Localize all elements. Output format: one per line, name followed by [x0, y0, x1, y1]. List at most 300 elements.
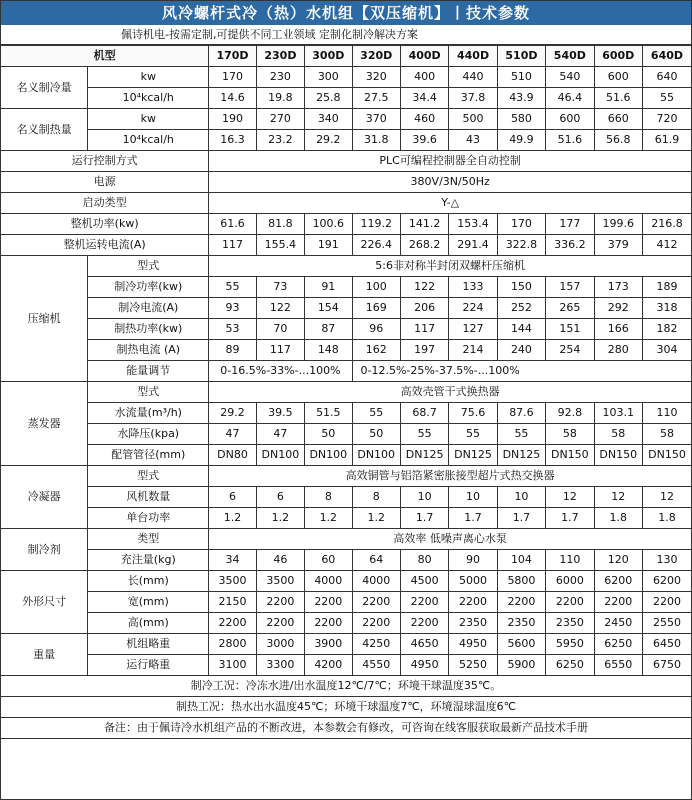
- evaporator-cell: 58: [546, 424, 594, 445]
- weight-cell: 6250: [594, 634, 642, 655]
- general-label: 运行控制方式: [1, 151, 209, 172]
- model-header: 540D: [546, 46, 594, 67]
- refrigerant-cell: 80: [400, 550, 448, 571]
- heating-cell: 16.3: [209, 130, 256, 151]
- dimensions-row: [1, 571, 691, 592]
- general-cell: 379: [594, 235, 642, 256]
- evaporator-cell: DN150: [546, 445, 594, 466]
- footnote: 制冷工况：冷冻水进/出水温度12℃/7℃；环境干球温度35℃。: [1, 676, 691, 697]
- dimensions-cell: 2200: [449, 592, 497, 613]
- note-row: [1, 676, 691, 697]
- refrigerant-cell: 46: [256, 550, 304, 571]
- cooling-cell: 440: [449, 67, 497, 88]
- cooling-row: [1, 67, 691, 88]
- heating-row: [1, 109, 691, 130]
- dimensions-cell: 2450: [594, 613, 642, 634]
- dimensions-cell: 2200: [256, 592, 304, 613]
- general-cell: 119.2: [352, 214, 400, 235]
- evaporator-cell: DN150: [642, 445, 691, 466]
- general-cell: 199.6: [594, 214, 642, 235]
- cooling-unit: 10⁴kcal/h: [88, 88, 209, 109]
- compressor-cell: 252: [497, 298, 545, 319]
- weight-cell: 3900: [305, 634, 352, 655]
- dimensions-label: 外形尺寸: [1, 571, 88, 634]
- heating-cell: 23.2: [256, 130, 304, 151]
- heating-cell: 61.9: [642, 130, 691, 151]
- refrigerant-cell: 120: [594, 550, 642, 571]
- evaporator-cell: 55: [400, 424, 448, 445]
- general-cell: 336.2: [546, 235, 594, 256]
- general-cell: 216.8: [642, 214, 691, 235]
- condenser-cell: 1.8: [642, 508, 691, 529]
- heating-cell: 43: [449, 130, 497, 151]
- evaporator-cell: DN100: [305, 445, 352, 466]
- general-row: [1, 235, 691, 256]
- compressor-cell: 148: [305, 340, 352, 361]
- general-cell: 117: [209, 235, 256, 256]
- compressor-row: [1, 277, 691, 298]
- compressor-cell: 150: [497, 277, 545, 298]
- dimensions-row: [1, 592, 691, 613]
- note-row: [1, 718, 691, 739]
- dimensions-cell: 4000: [352, 571, 400, 592]
- condenser-cell: 12: [594, 487, 642, 508]
- evaporator-cell: 39.5: [256, 403, 304, 424]
- weight-cell: 5600: [497, 634, 545, 655]
- dimensions-cell: 2350: [449, 613, 497, 634]
- evaporator-cell: DN150: [594, 445, 642, 466]
- general-span-value: 380V/3N/50Hz: [209, 172, 691, 193]
- evaporator-cell: 58: [594, 424, 642, 445]
- evaporator-cell: DN100: [256, 445, 304, 466]
- compressor-param-label: 制热电流 (A): [88, 340, 209, 361]
- heating-label: 名义制热量: [1, 109, 88, 151]
- general-row: [1, 172, 691, 193]
- dimensions-cell: 2200: [400, 613, 448, 634]
- evaporator-label: 蒸发器: [1, 382, 88, 466]
- refrigerant-label: 制冷剂: [1, 529, 88, 571]
- general-label: 电源: [1, 172, 209, 193]
- condenser-cell: 1.7: [546, 508, 594, 529]
- condenser-cell: 1.2: [209, 508, 256, 529]
- cooling-cell: 25.8: [305, 88, 352, 109]
- heating-cell: 270: [256, 109, 304, 130]
- weight-cell: 4550: [352, 655, 400, 676]
- compressor-cell: 144: [497, 319, 545, 340]
- evaporator-cell: 92.8: [546, 403, 594, 424]
- cooling-cell: 510: [497, 67, 545, 88]
- cooling-label: 名义制冷量: [1, 67, 88, 109]
- heating-cell: 500: [449, 109, 497, 130]
- condenser-row: [1, 487, 691, 508]
- footnote: 备注：由于佩诗冷水机组产品的不断改进，本参数会有修改，可咨询在线客服获取最新产品技术手册: [1, 718, 691, 739]
- dimensions-cell: 2150: [209, 592, 256, 613]
- dimensions-cell: 2200: [594, 592, 642, 613]
- evaporator-cell: 87.6: [497, 403, 545, 424]
- compressor-cell: 304: [642, 340, 691, 361]
- condenser-cell: 1.2: [352, 508, 400, 529]
- model-header: 300D: [305, 46, 352, 67]
- spec-table: [1, 45, 691, 739]
- evaporator-cell: 110: [642, 403, 691, 424]
- evaporator-cell: 50: [352, 424, 400, 445]
- evaporator-row: [1, 403, 691, 424]
- dimensions-cell: 2200: [497, 592, 545, 613]
- condenser-cell: 8: [352, 487, 400, 508]
- general-cell: 412: [642, 235, 691, 256]
- condenser-cell: 8: [305, 487, 352, 508]
- dimensions-cell: 2200: [209, 613, 256, 634]
- dimensions-cell: 2350: [546, 613, 594, 634]
- condenser-param-label: 单台功率: [88, 508, 209, 529]
- general-cell: 226.4: [352, 235, 400, 256]
- compressor-cell: 133: [449, 277, 497, 298]
- general-cell: 268.2: [400, 235, 448, 256]
- weight-cell: 6450: [642, 634, 691, 655]
- condenser-cell: 12: [546, 487, 594, 508]
- weight-cell: 6750: [642, 655, 691, 676]
- dimensions-cell: 5000: [449, 571, 497, 592]
- condenser-cell: 10: [449, 487, 497, 508]
- evaporator-cell: 55: [449, 424, 497, 445]
- page-title: 风冷螺杆式冷（热）水机组【双压缩机】丨技术参数: [1, 1, 691, 25]
- compressor-split-value: 0-12.5%-25%-37.5%-...100%: [352, 361, 691, 382]
- compressor-label: 压缩机: [1, 256, 88, 382]
- general-cell: 291.4: [449, 235, 497, 256]
- model-header: 510D: [497, 46, 545, 67]
- evaporator-param-label: 水降压(kpa): [88, 424, 209, 445]
- subtitle: 佩诗机电-按需定制,可提供不同工业领域 定制化制冷解决方案: [1, 25, 691, 45]
- condenser-cell: 6: [256, 487, 304, 508]
- compressor-cell: 265: [546, 298, 594, 319]
- general-row: [1, 214, 691, 235]
- compressor-cell: 87: [305, 319, 352, 340]
- evaporator-cell: 68.7: [400, 403, 448, 424]
- dimensions-cell: 2200: [546, 592, 594, 613]
- condenser-cell: 6: [209, 487, 256, 508]
- heating-cell: 580: [497, 109, 545, 130]
- condenser-cell: 1.2: [305, 508, 352, 529]
- general-span-value: PLC可编程控制器全自动控制: [209, 151, 691, 172]
- weight-cell: 5250: [449, 655, 497, 676]
- compressor-cell: 182: [642, 319, 691, 340]
- footnote: 制热工况：热水出水温度45℃；环境干球温度7℃，环境湿球温度6℃: [1, 697, 691, 718]
- compressor-cell: 162: [352, 340, 400, 361]
- heating-cell: 340: [305, 109, 352, 130]
- dimensions-cell: 4500: [400, 571, 448, 592]
- compressor-cell: 100: [352, 277, 400, 298]
- evaporator-row: [1, 382, 691, 403]
- evaporator-cell: 103.1: [594, 403, 642, 424]
- compressor-cell: 154: [305, 298, 352, 319]
- evaporator-cell: DN125: [400, 445, 448, 466]
- compressor-cell: 254: [546, 340, 594, 361]
- dimensions-param-label: 长(mm): [88, 571, 209, 592]
- cooling-cell: 230: [256, 67, 304, 88]
- evaporator-cell: 47: [209, 424, 256, 445]
- compressor-split-value: 0-16.5%-33%-...100%: [209, 361, 352, 382]
- dimensions-cell: 6200: [594, 571, 642, 592]
- cooling-cell: 46.4: [546, 88, 594, 109]
- refrigerant-param-label: 类型: [88, 529, 209, 550]
- compressor-param-label: 能量调节: [88, 361, 209, 382]
- condenser-param-label: 风机数量: [88, 487, 209, 508]
- condenser-cell: 10: [400, 487, 448, 508]
- weight-param-label: 运行略重: [88, 655, 209, 676]
- general-row: [1, 151, 691, 172]
- evaporator-cell: DN80: [209, 445, 256, 466]
- weight-cell: 4200: [305, 655, 352, 676]
- compressor-cell: 169: [352, 298, 400, 319]
- dimensions-cell: 2200: [256, 613, 304, 634]
- weight-cell: 4950: [400, 655, 448, 676]
- general-row: [1, 193, 691, 214]
- heating-unit: 10⁴kcal/h: [88, 130, 209, 151]
- cooling-unit: kw: [88, 67, 209, 88]
- cooling-cell: 34.4: [400, 88, 448, 109]
- dimensions-cell: 6000: [546, 571, 594, 592]
- compressor-cell: 117: [256, 340, 304, 361]
- dimensions-cell: 2200: [352, 613, 400, 634]
- compressor-cell: 157: [546, 277, 594, 298]
- evaporator-param-label: 型式: [88, 382, 209, 403]
- compressor-cell: 117: [400, 319, 448, 340]
- weight-cell: 6250: [546, 655, 594, 676]
- refrigerant-cell: 34: [209, 550, 256, 571]
- heating-cell: 49.9: [497, 130, 545, 151]
- cooling-cell: 27.5: [352, 88, 400, 109]
- compressor-row: [1, 319, 691, 340]
- evaporator-row: [1, 445, 691, 466]
- condenser-cell: 10: [497, 487, 545, 508]
- general-cell: 191: [305, 235, 352, 256]
- weight-cell: 5950: [546, 634, 594, 655]
- general-cell: 141.2: [400, 214, 448, 235]
- weight-param-label: 机组略重: [88, 634, 209, 655]
- model-header: 440D: [449, 46, 497, 67]
- compressor-cell: 292: [594, 298, 642, 319]
- evaporator-cell: DN125: [497, 445, 545, 466]
- evaporator-row: [1, 424, 691, 445]
- evaporator-cell: 50: [305, 424, 352, 445]
- evaporator-cell: 51.5: [305, 403, 352, 424]
- general-cell: 170: [497, 214, 545, 235]
- heating-cell: 460: [400, 109, 448, 130]
- condenser-cell: 1.7: [497, 508, 545, 529]
- heating-cell: 39.6: [400, 130, 448, 151]
- weight-cell: 3000: [256, 634, 304, 655]
- refrigerant-span-value: 高效率 低噪声离心水泵: [209, 529, 691, 550]
- evaporator-cell: DN125: [449, 445, 497, 466]
- dimensions-row: [1, 613, 691, 634]
- compressor-row: [1, 361, 691, 382]
- weight-cell: 4950: [449, 634, 497, 655]
- heating-cell: 660: [594, 109, 642, 130]
- model-header: 230D: [256, 46, 304, 67]
- general-label: 整机运转电流(A): [1, 235, 209, 256]
- condenser-param-label: 型式: [88, 466, 209, 487]
- evaporator-param-label: 水流量(m³/h): [88, 403, 209, 424]
- dimensions-cell: 6200: [642, 571, 691, 592]
- dimensions-cell: 2200: [305, 592, 352, 613]
- compressor-cell: 93: [209, 298, 256, 319]
- evaporator-cell: 29.2: [209, 403, 256, 424]
- dimensions-cell: 2200: [400, 592, 448, 613]
- dimensions-cell: 3500: [256, 571, 304, 592]
- general-label: 整机功率(kw): [1, 214, 209, 235]
- compressor-span-value: 5:6非对称半封闭双螺杆压缩机: [209, 256, 691, 277]
- compressor-cell: 89: [209, 340, 256, 361]
- weight-row: [1, 634, 691, 655]
- compressor-cell: 127: [449, 319, 497, 340]
- cooling-row: [1, 88, 691, 109]
- compressor-cell: 96: [352, 319, 400, 340]
- heating-cell: 190: [209, 109, 256, 130]
- heating-cell: 56.8: [594, 130, 642, 151]
- general-cell: 177: [546, 214, 594, 235]
- weight-cell: 5900: [497, 655, 545, 676]
- compressor-cell: 91: [305, 277, 352, 298]
- condenser-span-value: 高效铜管与铝箔紧密胀接型超片式热交换器: [209, 466, 691, 487]
- cooling-cell: 320: [352, 67, 400, 88]
- condenser-label: 冷凝器: [1, 466, 88, 529]
- condenser-cell: 12: [642, 487, 691, 508]
- header-label: 机型: [1, 46, 209, 67]
- refrigerant-cell: 110: [546, 550, 594, 571]
- evaporator-span-value: 高效壳管干式换热器: [209, 382, 691, 403]
- heating-cell: 29.2: [305, 130, 352, 151]
- compressor-cell: 166: [594, 319, 642, 340]
- dimensions-cell: 2200: [352, 592, 400, 613]
- weight-row: [1, 655, 691, 676]
- cooling-cell: 540: [546, 67, 594, 88]
- condenser-cell: 1.7: [449, 508, 497, 529]
- general-cell: 153.4: [449, 214, 497, 235]
- condenser-row: [1, 466, 691, 487]
- heating-cell: 370: [352, 109, 400, 130]
- cooling-cell: 14.6: [209, 88, 256, 109]
- dimensions-param-label: 高(mm): [88, 613, 209, 634]
- weight-cell: 3300: [256, 655, 304, 676]
- dimensions-cell: 2550: [642, 613, 691, 634]
- evaporator-cell: DN100: [352, 445, 400, 466]
- compressor-param-label: 制冷电流(A): [88, 298, 209, 319]
- cooling-cell: 19.8: [256, 88, 304, 109]
- compressor-cell: 197: [400, 340, 448, 361]
- compressor-row: [1, 256, 691, 277]
- model-header: 170D: [209, 46, 256, 67]
- cooling-cell: 43.9: [497, 88, 545, 109]
- dimensions-param-label: 宽(mm): [88, 592, 209, 613]
- compressor-param-label: 制冷功率(kw): [88, 277, 209, 298]
- refrigerant-cell: 90: [449, 550, 497, 571]
- weight-label: 重量: [1, 634, 88, 676]
- heating-unit: kw: [88, 109, 209, 130]
- dimensions-cell: 4000: [305, 571, 352, 592]
- evaporator-cell: 47: [256, 424, 304, 445]
- cooling-cell: 300: [305, 67, 352, 88]
- refrigerant-cell: 130: [642, 550, 691, 571]
- heating-cell: 51.6: [546, 130, 594, 151]
- model-header: 640D: [642, 46, 691, 67]
- model-header: 400D: [400, 46, 448, 67]
- evaporator-param-label: 配管管径(mm): [88, 445, 209, 466]
- evaporator-cell: 55: [352, 403, 400, 424]
- condenser-cell: 1.2: [256, 508, 304, 529]
- evaporator-cell: 75.6: [449, 403, 497, 424]
- refrigerant-param-label: 充注量(kg): [88, 550, 209, 571]
- condenser-cell: 1.7: [400, 508, 448, 529]
- spec-table-body: [1, 46, 691, 739]
- weight-cell: 6550: [594, 655, 642, 676]
- general-cell: 155.4: [256, 235, 304, 256]
- compressor-cell: 224: [449, 298, 497, 319]
- compressor-cell: 70: [256, 319, 304, 340]
- dimensions-cell: 2200: [642, 592, 691, 613]
- heating-cell: 31.8: [352, 130, 400, 151]
- cooling-cell: 55: [642, 88, 691, 109]
- general-label: 启动类型: [1, 193, 209, 214]
- cooling-cell: 600: [594, 67, 642, 88]
- dimensions-cell: 5800: [497, 571, 545, 592]
- heating-cell: 600: [546, 109, 594, 130]
- note-row: [1, 697, 691, 718]
- compressor-cell: 55: [209, 277, 256, 298]
- refrigerant-cell: 64: [352, 550, 400, 571]
- compressor-cell: 206: [400, 298, 448, 319]
- weight-cell: 2800: [209, 634, 256, 655]
- compressor-cell: 189: [642, 277, 691, 298]
- compressor-cell: 240: [497, 340, 545, 361]
- compressor-row: [1, 298, 691, 319]
- general-cell: 81.8: [256, 214, 304, 235]
- general-cell: 100.6: [305, 214, 352, 235]
- cooling-cell: 640: [642, 67, 691, 88]
- compressor-cell: 151: [546, 319, 594, 340]
- evaporator-cell: 58: [642, 424, 691, 445]
- compressor-cell: 122: [400, 277, 448, 298]
- heating-cell: 720: [642, 109, 691, 130]
- model-header: 320D: [352, 46, 400, 67]
- dimensions-cell: 2350: [497, 613, 545, 634]
- dimensions-cell: 2200: [305, 613, 352, 634]
- cooling-cell: 37.8: [449, 88, 497, 109]
- general-cell: 322.8: [497, 235, 545, 256]
- compressor-cell: 280: [594, 340, 642, 361]
- refrigerant-row: [1, 529, 691, 550]
- general-span-value: Y-△: [209, 193, 691, 214]
- compressor-cell: 173: [594, 277, 642, 298]
- weight-cell: 3100: [209, 655, 256, 676]
- dimensions-cell: 3500: [209, 571, 256, 592]
- evaporator-cell: 55: [497, 424, 545, 445]
- compressor-cell: 214: [449, 340, 497, 361]
- compressor-param-label: 型式: [88, 256, 209, 277]
- compressor-cell: 73: [256, 277, 304, 298]
- condenser-cell: 1.8: [594, 508, 642, 529]
- compressor-cell: 53: [209, 319, 256, 340]
- header-row: [1, 46, 691, 67]
- compressor-cell: 318: [642, 298, 691, 319]
- weight-cell: 4650: [400, 634, 448, 655]
- model-header: 600D: [594, 46, 642, 67]
- refrigerant-row: [1, 550, 691, 571]
- refrigerant-cell: 104: [497, 550, 545, 571]
- cooling-cell: 400: [400, 67, 448, 88]
- compressor-param-label: 制热功率(kw): [88, 319, 209, 340]
- general-cell: 61.6: [209, 214, 256, 235]
- cooling-cell: 170: [209, 67, 256, 88]
